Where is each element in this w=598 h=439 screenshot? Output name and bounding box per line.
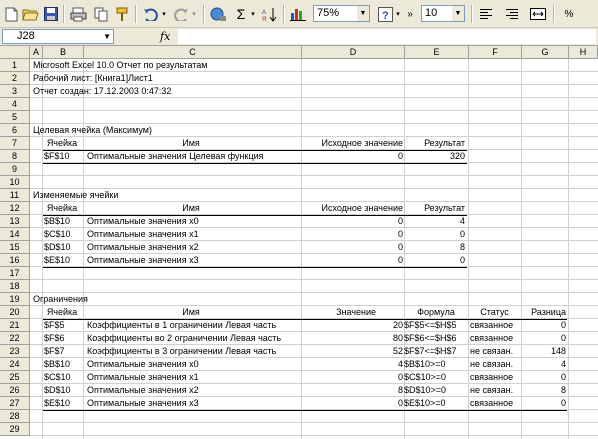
row-header[interactable]: 18 xyxy=(0,280,30,293)
gridline xyxy=(30,422,598,423)
constraint-cell-ref: $F$7 xyxy=(44,346,65,356)
row-header[interactable]: 1 xyxy=(0,59,30,72)
align-right-icon[interactable] xyxy=(502,4,522,24)
target-cell-name: Оптимальные значения Целевая функция xyxy=(87,151,264,161)
column-header-d[interactable]: D xyxy=(302,46,405,59)
constraint-name: Коэффициенты во 2 ограничении Левая часть xyxy=(87,333,282,343)
row-header[interactable]: 5 xyxy=(0,111,30,124)
toolbar-options-icon[interactable]: » xyxy=(407,8,413,20)
constraint-formula: $C$10>=0 xyxy=(404,372,447,382)
row-header[interactable]: 13 xyxy=(0,215,30,228)
column-header-f[interactable]: F xyxy=(469,46,522,59)
row-header[interactable]: 17 xyxy=(0,267,30,280)
changing-header-cell: Ячейка xyxy=(46,203,78,213)
constraint-status: не связан. xyxy=(470,346,514,356)
target-section-title: Целевая ячейка (Максимум) xyxy=(33,125,152,135)
format-painter-icon[interactable] xyxy=(113,4,131,24)
row-header[interactable]: 15 xyxy=(0,241,30,254)
worksheet-grid[interactable] xyxy=(0,46,598,439)
changing-header-result: Результат xyxy=(424,203,465,213)
changing-cell-ref: $B$10 xyxy=(44,216,71,226)
help-dropdown-icon[interactable]: ▾ xyxy=(396,11,400,18)
svg-text:?: ? xyxy=(381,9,389,22)
chevron-down-icon[interactable]: ▼ xyxy=(357,6,369,21)
constraint-status: связанное xyxy=(470,372,514,382)
currency-icon[interactable]: % xyxy=(564,8,574,20)
constraint-value: 0 xyxy=(397,398,403,408)
constraint-name: Оптимальные значения x0 xyxy=(87,359,199,369)
constraints-header-name: Имя xyxy=(182,307,200,317)
target-cell-result: 320 xyxy=(449,151,465,161)
changing-cell-initial: 0 xyxy=(397,242,403,252)
gridline xyxy=(30,110,598,111)
align-left-icon[interactable] xyxy=(476,4,496,24)
changing-cell-name: Оптимальные значения x2 xyxy=(87,242,199,252)
row-header[interactable]: 26 xyxy=(0,384,30,397)
constraint-status: не связан. xyxy=(470,385,514,395)
row-header[interactable]: 8 xyxy=(0,150,30,163)
new-icon[interactable] xyxy=(3,4,19,24)
constraint-status: связанное xyxy=(470,398,514,408)
constraint-value: 0 xyxy=(397,372,403,382)
changing-header-name: Имя xyxy=(182,203,200,213)
constraint-formula: $D$10>=0 xyxy=(404,385,447,395)
constraint-cell-ref: $F$6 xyxy=(44,333,65,343)
changing-cell-result: 4 xyxy=(459,216,465,226)
formula-bar xyxy=(0,28,598,46)
constraint-slack: 0 xyxy=(560,398,566,408)
row-header[interactable]: 28 xyxy=(0,410,30,423)
chevron-down-icon[interactable]: ▼ xyxy=(103,32,111,41)
row-header[interactable]: 19 xyxy=(0,293,30,306)
changing-cell-initial: 0 xyxy=(397,229,403,239)
font-size-select[interactable] xyxy=(421,5,465,22)
row-header[interactable]: 27 xyxy=(0,397,30,410)
formula-input[interactable] xyxy=(178,29,596,44)
row-header[interactable]: 29 xyxy=(0,423,30,436)
row-header[interactable]: 2 xyxy=(0,72,30,85)
constraint-name: Коэффициенты в 1 ограничении Левая часть xyxy=(87,320,277,330)
row-header[interactable]: 16 xyxy=(0,254,30,267)
constraints-header-slack: Разница xyxy=(531,307,566,317)
constraint-name: Оптимальные значения x3 xyxy=(87,398,199,408)
constraint-cell-ref: $E$10 xyxy=(44,398,71,408)
constraint-formula: $F$6<=$H$6 xyxy=(404,333,457,343)
changing-cell-result: 0 xyxy=(459,255,465,265)
constraint-cell-ref: $F$5 xyxy=(44,320,65,330)
changing-cell-ref: $D$10 xyxy=(44,242,71,252)
constraint-formula: $F$7<=$H$7 xyxy=(404,346,457,356)
gridline xyxy=(83,59,84,439)
print-icon[interactable] xyxy=(68,4,88,24)
row-header[interactable]: 21 xyxy=(0,319,30,332)
row-header[interactable]: 22 xyxy=(0,332,30,345)
gridline xyxy=(30,279,598,280)
column-header-e[interactable]: E xyxy=(405,46,469,59)
row-header[interactable]: 10 xyxy=(0,176,30,189)
constraint-formula: $B$10>=0 xyxy=(404,359,446,369)
constraint-slack: 148 xyxy=(550,346,566,356)
gridline xyxy=(30,175,598,176)
constraint-slack: 0 xyxy=(560,372,566,382)
column-header-c[interactable]: C xyxy=(84,46,302,59)
column-header-g[interactable]: G xyxy=(522,46,569,59)
constraint-cell-ref: $D$10 xyxy=(44,385,71,395)
sort-icon[interactable] xyxy=(260,4,278,24)
constraints-header-status: Статус xyxy=(480,307,509,317)
constraint-value: 8 xyxy=(397,385,403,395)
constraint-formula: $E$10>=0 xyxy=(404,398,446,408)
changing-cell-name: Оптимальные значения x1 xyxy=(87,229,199,239)
merge-icon[interactable] xyxy=(528,4,548,24)
undo-dropdown-icon[interactable]: ▾ xyxy=(162,11,166,18)
row-header[interactable]: 3 xyxy=(0,85,30,98)
constraint-value: 4 xyxy=(397,359,403,369)
target-header-initial: Исходное значение xyxy=(321,138,403,148)
target-header-result: Результат xyxy=(424,138,465,148)
constraint-value: 20 xyxy=(392,320,403,330)
name-box[interactable] xyxy=(2,29,114,44)
constraint-slack: 0 xyxy=(560,333,566,343)
row-header[interactable]: 12 xyxy=(0,202,30,215)
row-header[interactable]: 9 xyxy=(0,163,30,176)
constraint-slack: 8 xyxy=(560,385,566,395)
open-icon[interactable] xyxy=(21,4,40,24)
row-header[interactable]: 25 xyxy=(0,371,30,384)
target-header-cell: Ячейка xyxy=(46,138,78,148)
font-size-value: 10 xyxy=(425,7,438,19)
report-title: Microsoft Excel 10.0 Отчет по результатам xyxy=(33,60,208,70)
column-header-b[interactable]: B xyxy=(43,46,84,59)
changing-section-title: Изменяемые ячейки xyxy=(33,190,119,200)
target-header-name: Имя xyxy=(182,138,200,148)
redo-dropdown-icon[interactable]: ▾ xyxy=(192,11,196,18)
constraint-value: 80 xyxy=(392,333,403,343)
undo-icon[interactable] xyxy=(140,4,160,24)
constraint-status: связанное xyxy=(470,333,514,343)
zoom-value: 75% xyxy=(317,7,340,19)
fx-icon[interactable]: fx xyxy=(160,30,171,43)
name-box-value: J28 xyxy=(17,30,35,42)
row-header[interactable]: 11 xyxy=(0,189,30,202)
constraints-header-cell: Ячейка xyxy=(46,307,78,317)
gridline xyxy=(468,59,469,439)
changing-cell-name: Оптимальные значения x0 xyxy=(87,216,199,226)
row-header[interactable]: 23 xyxy=(0,345,30,358)
constraint-cell-ref: $B$10 xyxy=(44,359,71,369)
changing-header-initial: Исходное значение xyxy=(321,203,403,213)
changing-cell-result: 0 xyxy=(459,229,465,239)
constraints-section-title: Ограничения xyxy=(33,294,88,304)
changing-cell-name: Оптимальные значения x3 xyxy=(87,255,199,265)
constraint-value: 52 xyxy=(392,346,403,356)
autosum-dropdown-icon[interactable]: ▾ xyxy=(251,11,255,18)
target-cell-ref: $F$10 xyxy=(44,151,70,161)
row-header[interactable]: 24 xyxy=(0,358,30,371)
constraint-status: не связан. xyxy=(470,359,514,369)
hyperlink-icon[interactable] xyxy=(208,4,228,24)
constraint-name: Оптимальные значения x2 xyxy=(87,385,199,395)
row-header[interactable]: 20 xyxy=(0,306,30,319)
autosum-icon[interactable]: Σ xyxy=(236,6,246,22)
row-header[interactable]: 7 xyxy=(0,137,30,150)
constraint-formula: $F$5<=$H$5 xyxy=(404,320,457,330)
constraint-name: Оптимальные значения x1 xyxy=(87,372,199,382)
report-date: Отчет создан: 17.12.2003 0:47:32 xyxy=(33,86,172,96)
gridline xyxy=(30,292,598,293)
gridline xyxy=(42,59,43,439)
column-header-a[interactable]: A xyxy=(30,46,43,59)
constraint-name: Коэффициенты в 3 ограничении Левая часть xyxy=(87,346,277,356)
copy-icon[interactable] xyxy=(92,4,110,24)
row-header[interactable]: 4 xyxy=(0,98,30,111)
svg-text:Я: Я xyxy=(261,16,266,22)
row-header[interactable]: 14 xyxy=(0,228,30,241)
target-cell-initial: 0 xyxy=(397,151,403,161)
row-header[interactable]: 6 xyxy=(0,124,30,137)
gridline xyxy=(568,59,569,439)
select-all-corner[interactable] xyxy=(0,46,30,59)
report-sheet: Рабочий лист: [Книга1]Лист1 xyxy=(33,73,153,83)
changing-cell-initial: 0 xyxy=(397,216,403,226)
constraint-cell-ref: $C$10 xyxy=(44,372,71,382)
standard-toolbar xyxy=(0,0,598,28)
column-header-h[interactable]: H xyxy=(569,46,598,59)
redo-icon[interactable] xyxy=(172,4,190,24)
gridline xyxy=(30,435,598,436)
chevron-down-icon[interactable]: ▼ xyxy=(452,6,464,21)
constraint-status: связанное xyxy=(470,320,514,330)
help-icon[interactable] xyxy=(376,4,394,24)
changing-cell-result: 8 xyxy=(459,242,465,252)
constraint-slack: 4 xyxy=(560,359,566,369)
constraints-header-formula: Формула xyxy=(417,307,455,317)
save-icon[interactable] xyxy=(42,4,60,24)
changing-cell-initial: 0 xyxy=(397,255,403,265)
changing-cell-ref: $E$10 xyxy=(44,255,71,265)
svg-text:A: A xyxy=(261,9,266,16)
constraint-slack: 0 xyxy=(560,320,566,330)
constraints-header-value: Значение xyxy=(336,307,376,317)
chart-icon[interactable] xyxy=(288,4,308,24)
zoom-select[interactable] xyxy=(313,5,370,22)
changing-cell-ref: $C$10 xyxy=(44,229,71,239)
